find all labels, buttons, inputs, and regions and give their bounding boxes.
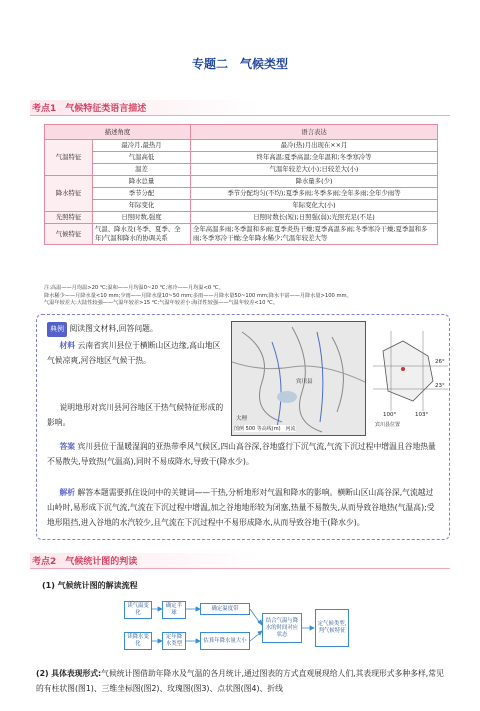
flow-box: 确定半球 — [162, 601, 186, 619]
example-intro — [47, 321, 227, 337]
table-cell: 温差 — [93, 164, 191, 176]
table-notes — [44, 285, 438, 308]
answer-text: 宾川县位于温暖湿润的亚热带季风气候区,四山高谷深,谷地盛行下沉气流,气流下沉过程中增温且谷地热量不易散失,导致热(气温高),同时不易成降水,导致干(降水少)。 — [47, 442, 436, 466]
material-label: 材料 — [59, 341, 76, 350]
table-header: 描述角度 — [45, 125, 191, 140]
bottom-text: 气候统计图借助年降水及气温的各月统计,通过图表的方式直观展现给人们,其表现形式多种多样,常见的有柱状图(图1)、三维坐标图(图2)、玫瑰图(图3)、点状图(图4)、折线 — [36, 669, 444, 693]
lat-label: 26° — [435, 359, 445, 365]
example-material — [47, 338, 227, 368]
location-map — [373, 321, 448, 436]
table-cell: 气温高低 — [93, 152, 191, 164]
map-place-dali: 大理 — [236, 416, 248, 422]
section-head-2 — [30, 553, 450, 569]
table-cell: 气温年较差大(小);日较差大(小) — [191, 164, 438, 176]
flow-box: 读降水变化 — [124, 632, 152, 650]
bottom-head: (2) 具体表现形式: — [36, 669, 102, 678]
table-cell: 年际变化大(小) — [191, 200, 438, 212]
section-label: 考点2 气候统计图的判读 — [32, 557, 138, 567]
note-line: 降水稀少——月降水量<10 mm;少雨——月降水量10~50 mm;多雨——月降水量50~100 mm;降水丰富——月降水量>100 mm。 — [44, 292, 352, 299]
table-cell: 最冷(热)月出现在××月 — [191, 140, 438, 152]
example-analysis — [47, 485, 439, 530]
flow-box: 结合气温与降水的时间对应状态 — [262, 613, 302, 643]
example-tag: 典例 — [47, 322, 67, 337]
table-cat: 气候特征 — [45, 224, 93, 245]
table-cat: 气温特征 — [45, 140, 93, 176]
note-line: 气温年较差大:大陆性较强——气温年较差>15 ℃;气温年较差小:海洋性较强——气温年较差<10 ℃。 — [44, 300, 279, 306]
flow-box: 定气候类型,判气候特征 — [315, 609, 349, 647]
map-legend: 图例 500 等高线(m) 河流 — [234, 426, 296, 432]
example-intro-text: 阅读图文材料,回答问题。 — [69, 324, 158, 333]
flow-box: 定年降水类型 — [162, 632, 186, 650]
lat-label: 23° — [435, 383, 445, 389]
example-question: 说明地形对宾川县河谷地区干热气候特征形成的影响。 — [47, 403, 224, 427]
table-cell: 降水总量 — [93, 176, 191, 188]
section-head-1 — [30, 100, 450, 116]
lon-label: 103° — [415, 412, 429, 418]
map-caption: 宾川县位置 — [375, 422, 401, 428]
example-answer — [47, 439, 439, 469]
terrain-map — [231, 321, 366, 436]
table-cell: 最冷月,最热月 — [93, 140, 191, 152]
table-cell: 日照时数长(短);日照强(弱);光照充足(不足) — [191, 212, 438, 224]
bottom-paragraph — [36, 666, 450, 696]
table-cat: 降水特征 — [45, 176, 93, 212]
flow-box: 确定温度带 — [200, 603, 250, 615]
analysis-label: 解析 — [59, 488, 76, 497]
table-cat: 光照特征 — [45, 212, 93, 224]
lon-label: 100° — [383, 412, 397, 418]
table-cell: 季节分配 — [93, 188, 191, 200]
flow-box: 估算年降水量大小 — [200, 632, 250, 650]
feature-table — [44, 124, 438, 245]
flow-box: 读气温变化 — [124, 601, 152, 619]
material-text: 云南省宾川县位于横断山区边缘,高山地区气候凉爽,河谷地区气候干热。 — [47, 341, 221, 365]
table-cell: 全年高温多雨;冬季温和多雨;夏季炎热干燥;夏季高温多雨;冬季寒冷干燥;夏季温和多雨;冬季寒冷干燥;全年降水稀少;气温年较差大等 — [191, 224, 438, 245]
example-box — [36, 314, 450, 540]
answer-label: 答案 — [59, 442, 76, 451]
table-cell: 终年高温;夏季高温;全年温和;冬季寒冷等 — [191, 152, 438, 164]
table-cell: 降水量多(少) — [191, 176, 438, 188]
section-label: 考点1 气候特征类语言描述 — [32, 104, 147, 114]
table-header: 语言表达 — [191, 125, 438, 140]
table-cell: 日照时数,强度 — [93, 212, 191, 224]
analysis-text: 解答本题需要抓住设问中的关键词——干热,分析地形对气温和降水的影响。横断山区山高谷深,气流越过山岭时,易形成下沉气流,气流在下沉过程中增温,加之谷地地形较为闭塞,热量不易散失,从而导致谷地热(气温高);受地形阻挡,进入谷地的水汽较少,且气流在下沉过程中不易形成降水,从而导致谷地干(降水少)。 — [47, 488, 435, 527]
map-place-binchuan: 宾川县 — [296, 379, 313, 385]
table-cell: 气温、降水及(冬季、夏季、全年)气温和降水的协调关系 — [93, 224, 191, 245]
flow-chart — [122, 601, 362, 659]
sub-heading: (1) 气候统计图的解读流程 — [42, 581, 138, 590]
note-line: 注:高温——月均温>20 ℃;温和——月均温0~20 ℃;寒冷——月均温<0 ℃。 — [44, 285, 224, 291]
table-cell: 年际变化 — [93, 200, 191, 212]
page-title: 专题二 气候类型 — [191, 57, 288, 71]
table-cell: 季节分配均匀(不均);夏季多雨;冬季多雨;全年多雨;全年少雨等 — [191, 188, 438, 200]
